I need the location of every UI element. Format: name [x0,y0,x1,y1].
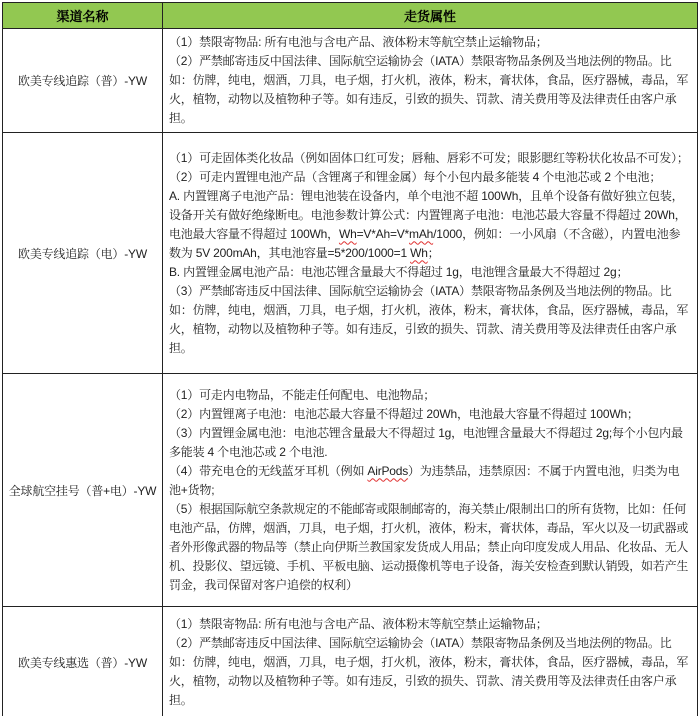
spellcheck-underlined-text: mAh [409,226,434,241]
table-body [3,29,698,716]
properties-paragraph: （1）可走固体类化妆品（例如固体口红可发；唇釉、唇彩不可发；眼影腮红等粉状化妆品不可发）； [169,150,689,165]
properties-paragraph: （1）可走内电物品，不能走任何配电、电池物品； [169,387,436,402]
header-row [3,3,698,29]
shipping-properties-cell [163,607,698,716]
properties-paragraph: （1）禁限寄物品: 所有电池与含电产品、液体粉末等航空禁止运输物品； [169,35,548,49]
properties-paragraph: （4）带充电仓的无线蓝牙耳机（例如 AirPods）为违禁品，违禁原因：不属于内置电池，归类为电池+货物; [169,463,680,497]
channel-properties-table [2,2,698,716]
properties-paragraph: （1）禁限寄物品: 所有电池与含电产品、液体粉末等航空禁止运输物品； [169,616,548,631]
properties-paragraph: （2）可走内置锂电池产品（含锂离子和锂金属）每个小包内最多能装 4 个电池芯或 2 个电池； [169,169,662,184]
shipping-properties-cell [163,133,698,374]
shipping-properties-cell [163,374,698,607]
properties-paragraph: B. 内置锂金属电池产品：电池芯锂含量最大不得超过 1g，电池锂含量最大不得超过 2g； [169,264,629,279]
spellcheck-underlined-text: AirPods [367,463,409,478]
properties-paragraph: （2）严禁邮寄违反中国法律、国际航空运输协会（IATA）禁限寄物品条例及当地法例的物品。比如：仿牌，纯电，烟酒，刀具，电子烟，打火机，液体，粉末，膏状体，食品，医疗器械，毒品，军火，植物，动物以及植物种子等。如有违反，引致的损失、罚款、清关费用等及法律责任由客户承担。 [169,635,689,707]
properties-paragraph: （2）内置锂离子电池：电池芯最大容量不得超过 20Wh，电池最大容量不得超过 100Wh； [169,406,639,421]
properties-paragraph: （3）内置锂金属电池：电池芯锂含量最大不得超过 1g，电池锂含量最大不得超过 2g;每个小包内最多能装 4 个电池芯或 2 个电池. [169,425,683,459]
properties-paragraph: A. 内置锂离子电池产品：锂电池装在设备内，单个电池不超 100Wh，且单个设备有做好独立包装，设备开关有做好绝缘断电。电池参数计算公式：内置锂离子电池：电池芯最大容量不得超过 20Wh，电池最大容量不得超过 100Wh，Wh=V*Ah=V*mAh/1000，例如：一小风扇（不含磁），内置电池参数为 5V 200mAh，其电池容量=5*200/1000=1 Wh； [169,188,687,260]
header-shipping-properties: 走货属性 [163,3,698,29]
properties-paragraph: （5）根据国际航空条款规定的不能邮寄或限制邮寄的，海关禁止/限制出口的所有货物，比如：任何电池产品，仿牌，烟酒，刀具，电子烟，打火机，液体，粉末，膏状体，毒品，军火以及一切武器或者外形像武器的物品等（禁止向伊斯兰教国家发货成人用品；禁止向印度发成人用品、化妆品、无人机、投影仪、望远镜、手机、平板电脑、运动摄像机等电子设备，海关安检查到默认销毁，如若产生罚金，我司保留对客户追偿的权利） [169,501,689,592]
properties-paragraph: （3）严禁邮寄违反中国法律、国际航空运输协会（IATA）禁限寄物品条例及当地法例的物品。比如：仿牌，纯电，烟酒，刀具，电子烟，打火机，液体，粉末，膏状体，食品，医疗器械，毒品，军火，植物，动物以及植物种子等。如有违反，引致的损失、罚款、清关费用等及法律责任由客户承担。 [169,283,689,355]
properties-paragraph: （2）严禁邮寄违反中国法律、国际航空运输协会（IATA）禁限寄物品条例及当地法例的物品。比如：仿牌，纯电，烟酒，刀具，电子烟，打火机，液体，粉末，膏状体，食品，医疗器械，毒品，军火，植物，动物以及植物种子等。如有违反，引致的损失、罚款、清关费用等及法律责任由客户承担。 [169,54,689,125]
channel-name-cell: 全球航空挂号（普+电）-YW [3,374,163,607]
header-channel-name: 渠道名称 [3,3,163,29]
channel-name-cell: 欧美专线追踪（普）-YW [3,29,163,133]
spellcheck-underlined-text: Wh [410,245,428,260]
table-row [3,29,698,133]
channel-name-cell: 欧美专线追踪（电）-YW [3,133,163,374]
channel-name-cell: 欧美专线惠选（普）-YW [3,607,163,716]
table-row [3,607,698,716]
shipping-properties-cell [163,29,698,133]
table-row [3,133,698,374]
spellcheck-underlined-text: Wh [338,226,357,241]
table-row [3,374,698,607]
